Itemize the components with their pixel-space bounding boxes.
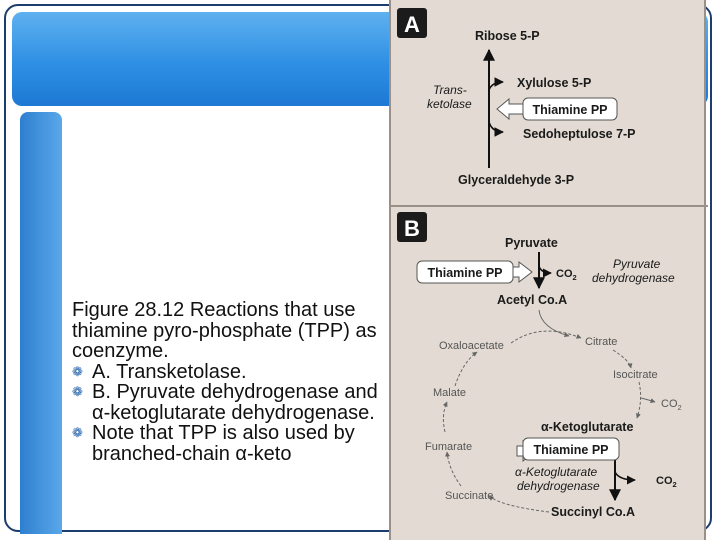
co2-label-2: $CO_2$ bbox=[661, 398, 682, 412]
akg-label: α-Ketoglutarate bbox=[541, 420, 634, 434]
bullet-text: Note that TPP is also used by branched-chain α-keto bbox=[92, 422, 355, 465]
co2-label-3: $CO_2$ bbox=[656, 475, 677, 489]
pathway-figure bbox=[389, 0, 706, 540]
thiamine-pp-label-a: Thiamine PP bbox=[532, 103, 608, 117]
bullet-item bbox=[72, 362, 390, 383]
co2-release-arrow-3 bbox=[615, 472, 635, 480]
akgdh-label-line2: dehydrogenase bbox=[517, 479, 600, 493]
bullet-icon: ❁ bbox=[72, 384, 83, 399]
oxaloacetate-label: Oxaloacetate bbox=[439, 340, 504, 352]
bullet-text: B. Pyruvate dehydrogenase and α-ketoglutarate dehydrogenase. bbox=[92, 381, 378, 424]
xylulose-label: Xylulose 5-P bbox=[517, 76, 592, 90]
citrate-synthase-arrow bbox=[539, 310, 569, 336]
co2-release-arrow-1 bbox=[539, 266, 551, 273]
xylulose-branch-arrow bbox=[489, 82, 503, 90]
bullet-icon: ❁ bbox=[72, 425, 83, 440]
isocitrate-to-akg-arrow bbox=[637, 382, 641, 418]
co2-release-arrow-2 bbox=[641, 398, 655, 402]
glyceraldehyde-label: Glyceraldehyde 3-P bbox=[458, 173, 575, 187]
pyruvate-label: Pyruvate bbox=[505, 236, 558, 250]
succinate-label: Succinate bbox=[445, 490, 494, 502]
isocitrate-label: Isocitrate bbox=[613, 369, 658, 381]
bullet-icon: ❁ bbox=[72, 363, 83, 379]
succinylcoa-to-succinate-arrow bbox=[489, 496, 549, 512]
thiamine-pp-arrow-b1 bbox=[513, 262, 532, 282]
sedoheptulose-label: Sedoheptulose 7-P bbox=[523, 127, 636, 141]
slide-body-text bbox=[72, 300, 390, 540]
malate-label: Malate bbox=[433, 387, 467, 399]
succinate-to-fumarate-arrow bbox=[447, 452, 461, 486]
bullet-text: A. Transketolase. bbox=[92, 360, 247, 383]
acetyl-coa-label: Acetyl Co.A bbox=[497, 293, 568, 307]
sedoheptulose-branch-arrow bbox=[489, 122, 503, 132]
citrate-label: Citrate bbox=[585, 336, 618, 348]
ribose-label: Ribose 5-P bbox=[475, 29, 540, 43]
thiamine-pp-label-b2: Thiamine PP bbox=[533, 443, 609, 457]
akgdh-label-line1: α-Ketoglutarate bbox=[515, 465, 598, 479]
transketolase-label-line2: ketolase bbox=[427, 97, 472, 111]
oaa-to-citrate-arrow bbox=[511, 331, 581, 343]
co2-label-1: $CO_2$ bbox=[556, 268, 577, 282]
pdh-label-line2: dehydrogenase bbox=[592, 271, 675, 285]
thiamine-pp-arrow-a bbox=[497, 99, 523, 119]
figure-caption: Figure 28.12 Reactions that use thiamine pyro-phosphate (TPP) as coenzyme. bbox=[72, 300, 377, 362]
succinyl-coa-label: Succinyl Co.A bbox=[551, 505, 636, 519]
thiamine-pp-label-b1: Thiamine PP bbox=[427, 266, 503, 280]
transketolase-label-line1: Trans- bbox=[433, 83, 467, 97]
fumarate-to-malate-arrow bbox=[443, 402, 447, 432]
side-accent-bar bbox=[20, 112, 62, 534]
panel-a-letter: A bbox=[404, 12, 420, 37]
malate-to-oaa-arrow bbox=[455, 352, 477, 386]
panel-b-letter: B bbox=[404, 216, 420, 241]
citrate-to-isocitrate-arrow bbox=[613, 350, 631, 368]
pdh-label-line1: Pyruvate bbox=[613, 257, 661, 271]
bullet-item bbox=[72, 382, 390, 423]
bullet-item bbox=[72, 423, 390, 464]
pathway-diagram bbox=[391, 0, 708, 540]
fumarate-label: Fumarate bbox=[425, 441, 473, 453]
